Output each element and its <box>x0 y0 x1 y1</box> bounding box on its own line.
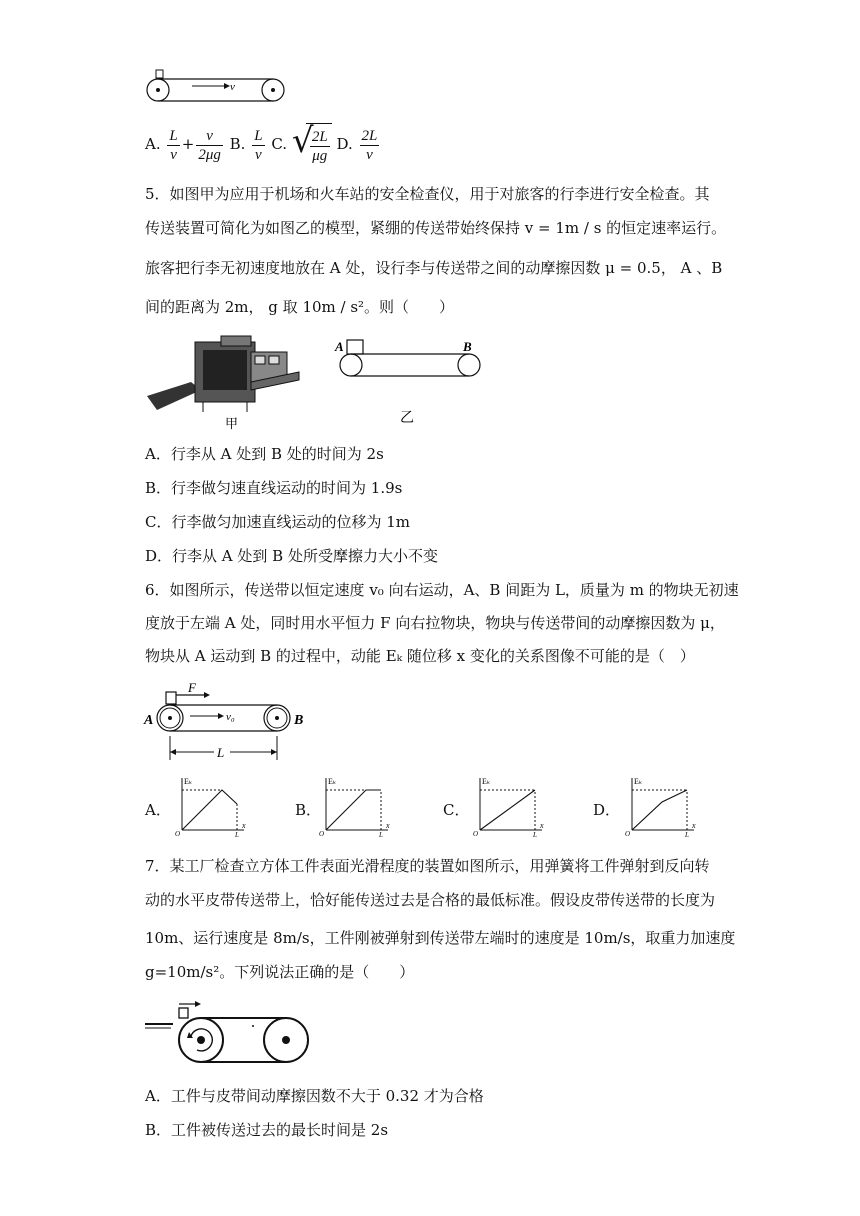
q4-option-a-label: A. <box>145 135 161 153</box>
q6-belt-figure <box>140 680 310 766</box>
svg-text:Eₖ: Eₖ <box>328 777 337 786</box>
q5-line-3: 旅客把行李无初速度地放在 A 处，设行李与传送带之间的动摩擦因数 μ = 0.5， A 、B <box>145 259 723 277</box>
svg-text:Eₖ: Eₖ <box>482 777 491 786</box>
q4-conveyor-figure <box>140 66 290 110</box>
q7-line-3: 10m、运行速度是 8m/s，工件刚被弹射到传送带左端时的速度是 10m/s，取重力加速度 <box>145 929 736 947</box>
svg-text:L: L <box>533 831 537 838</box>
q7-line-2: 动的水平皮带传送带上，恰好能传送过去是合格的最低标准。假设皮带传送带的长度为 <box>145 891 716 909</box>
q5-fig-yi: 乙 <box>400 411 414 426</box>
q4-option-a-plus: + <box>181 135 195 153</box>
q6-fig-v0: v₀ <box>226 711 235 723</box>
q6-graph-a <box>172 774 252 838</box>
q4-option-b-label: B. <box>229 135 246 153</box>
svg-text:x: x <box>242 821 246 830</box>
q7-line-4: g=10m/s²。下列说法正确的是（ ） <box>145 963 415 981</box>
svg-text:L: L <box>379 831 383 838</box>
q6-option-a-label: A． <box>145 801 171 819</box>
q5-belt-figure <box>333 334 493 426</box>
q5-option-d: D．行李从 A 处到 B 处所受摩擦力大小不变 <box>145 547 438 565</box>
svg-text:x: x <box>540 821 544 830</box>
q6-fig-a: A <box>144 713 154 728</box>
q6-option-b-label: B． <box>295 801 322 819</box>
q7-option-b: B．工件被传送过去的最长时间是 2s <box>145 1121 389 1139</box>
q5-option-a: A．行李从 A 处到 B 处的时间为 2s <box>145 445 384 463</box>
svg-text:x: x <box>692 821 696 830</box>
svg-text:O: O <box>625 830 631 838</box>
q6-fig-f: F <box>188 680 196 695</box>
q6-line-1: 6．如图所示，传送带以恒定速度 v₀ 向右运动，A、B 间距为 L，质量为 m 的物块无初速 <box>145 581 739 599</box>
q4-option-c-label: C. <box>271 135 288 153</box>
q7-option-a: A．工件与皮带间动摩擦因数不大于 0.32 才为合格 <box>145 1087 484 1105</box>
q5-option-b: B．行李做匀速直线运动的时间为 1.9s <box>145 479 403 497</box>
q6-fig-b: B <box>294 713 304 728</box>
q4-option-c-sqrt: √ $\frac{2L}{\mu g}$ <box>292 123 332 168</box>
q6-option-c-label: C． <box>443 801 470 819</box>
q6-graph-d <box>622 774 702 838</box>
q6-line-2: 度放于左端 A 处，同时用水平恒力 F 向右拉物块，物块与传送带间的动摩擦因数为 μ， <box>145 614 725 632</box>
q4-option-a-frac1: $\frac{L}{v}$ <box>169 127 178 163</box>
q6-graph-b <box>316 774 396 838</box>
q5-line-1: 5．如图甲为应用于机场和火车站的安全检查仪，用于对旅客的行李进行安全检查。其 <box>145 185 710 203</box>
q5-line-4: 间的距离为 2m， g 取 10m / s²。则（ ） <box>145 298 455 316</box>
q5-fig-b: B <box>463 339 472 354</box>
q4-option-d-label: D. <box>336 135 353 153</box>
q5-scanner-figure <box>143 330 303 434</box>
q5-line-2: 传送装置可简化为如图乙的模型，紧绷的传送带始终保持 v = 1m / s 的恒定速率运行。 <box>145 219 727 237</box>
svg-text:L: L <box>685 831 689 838</box>
q6-fig-l: L <box>217 745 225 760</box>
q7-belt-figure <box>143 998 318 1068</box>
q5-fig-a: A <box>335 339 344 354</box>
q7-line-1: 7．某工厂检查立方体工件表面光滑程度的装置如图所示，用弹簧将工件弹射到反向转 <box>145 857 710 875</box>
svg-text:O: O <box>175 830 181 838</box>
svg-text:Eₖ: Eₖ <box>634 777 643 786</box>
q4-option-b-frac: $\frac{L}{v}$ <box>254 127 263 163</box>
q4-option-a-frac2: $\frac{v}{2\mu g}$ <box>198 127 221 163</box>
q4-option-d-frac: $\frac{2L}{v}$ <box>361 127 378 163</box>
svg-text:Eₖ: Eₖ <box>184 777 193 786</box>
q6-graph-c <box>470 774 550 838</box>
q5-fig-jia: 甲 <box>225 416 239 431</box>
q6-option-d-label: D． <box>593 801 621 819</box>
q5-option-c: C．行李做匀加速直线运动的位移为 1m <box>145 513 411 531</box>
svg-text:O: O <box>473 830 479 838</box>
svg-text:x: x <box>386 821 390 830</box>
q4-v-label: v <box>230 81 235 93</box>
svg-text:L: L <box>235 831 239 838</box>
q4-options <box>145 122 381 166</box>
svg-text:O: O <box>319 830 325 838</box>
q6-line-3: 物块从 A 运动到 B 的过程中，动能 Eₖ 随位移 x 变化的关系图像不可能的是（ ） <box>145 647 695 665</box>
